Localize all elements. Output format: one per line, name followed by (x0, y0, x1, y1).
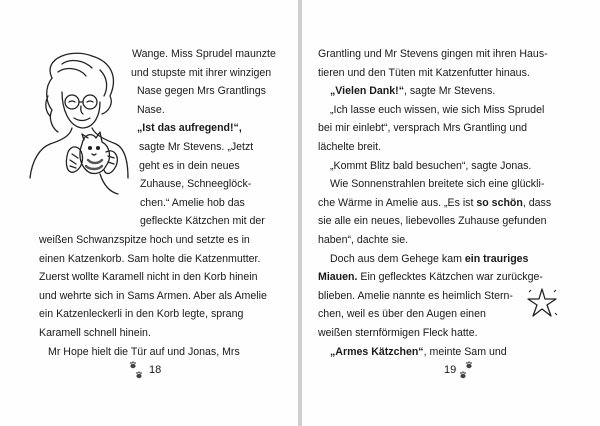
right-text-line: bei mir einlebt“, versprach Mrs Grantling und (318, 122, 528, 134)
right-text-line: chen, weil es über den Augen einen (318, 308, 486, 320)
left-text-line: gefleckte Kätzchen mit der (140, 215, 265, 227)
right-text-line: Grantling und Mr Stevens gingen mit ihren Haus- (318, 48, 548, 60)
right-text-line: „Ich lasse euch wissen, wie sich Miss Sprudel (330, 104, 545, 116)
left-text-line: Mr Hope hielt die Tür auf und Jonas, Mrs (48, 346, 240, 358)
right-page (302, 0, 600, 426)
right-text-line: tieren und den Tüten mit Katzenfutter hinaus. (318, 67, 530, 79)
page-number-right: 19 (444, 364, 457, 376)
left-text-line: und wehrte sich in Sams Armen. Aber als Amelie (39, 290, 267, 302)
right-text-line: blieben. Amelie nannte es heimlich Stern- (318, 290, 513, 302)
sparkle-star-icon (525, 286, 559, 320)
left-text-line: sagte Mr Stevens. „Jetzt (139, 141, 254, 153)
right-text-line: haben“, dachte sie. (318, 234, 409, 246)
right-text-line: „Kommt Blitz bald besuchen“, sagte Jonas. (330, 160, 532, 172)
left-text-line: geht es in dein neues (139, 160, 240, 172)
paw-prints-icon (129, 361, 143, 381)
right-text-line: „Armes Kätzchen“, meinte Sam und (330, 346, 507, 358)
right-text-line: che Wärme in Amelie aus. „Es ist so schön, dass (318, 197, 552, 209)
left-text-line: Karamell schnell hinein. (39, 327, 151, 339)
left-text-line: weißen Schwanzspitze hoch und setzte es in (39, 234, 250, 246)
left-text-line: Nase. (137, 104, 165, 116)
right-text-line: „Vielen Dank!“, sagte Mr Stevens. (330, 85, 496, 97)
left-text-line: Wange. Miss Sprudel maunzte (132, 48, 276, 60)
left-text-line: ein Katzenleckerli in den Korb legte, sprang (39, 308, 244, 320)
paw-prints-icon (459, 361, 473, 381)
right-text-line: Doch aus dem Gehege kam ein trauriges (330, 253, 529, 265)
woman-holding-kitten-illustration (22, 48, 132, 198)
left-text-line: Zuerst wollte Karamell nicht in den Korb hinein (39, 271, 258, 283)
left-text-line: einen Katzenkorb. Sam holte die Katzenmutter. (39, 253, 261, 265)
right-text-line: sie alle ein neues, liebevolles Zuhause gefunden (318, 215, 547, 227)
page-number-left: 18 (149, 364, 162, 376)
left-text-line: chen.“ Amelie hob das (140, 197, 245, 209)
left-text-line: Zuhause, Schneeglöck- (140, 178, 252, 190)
left-text-line: „Ist das aufregend!“, (137, 122, 242, 134)
right-text-line: weißen sternförmigen Fleck hatte. (318, 327, 478, 339)
left-text-line: Nase gegen Mrs Grantlings (137, 85, 266, 97)
right-text-line: lächelte breit. (318, 141, 382, 153)
left-text-line: und stupste mit ihrer winzigen (131, 67, 272, 79)
right-text-line: Wie Sonnenstrahlen breitete sich eine glückli- (330, 178, 545, 190)
right-text-line: Miauen. Ein geflecktes Kätzchen war zurückge- (318, 271, 543, 283)
